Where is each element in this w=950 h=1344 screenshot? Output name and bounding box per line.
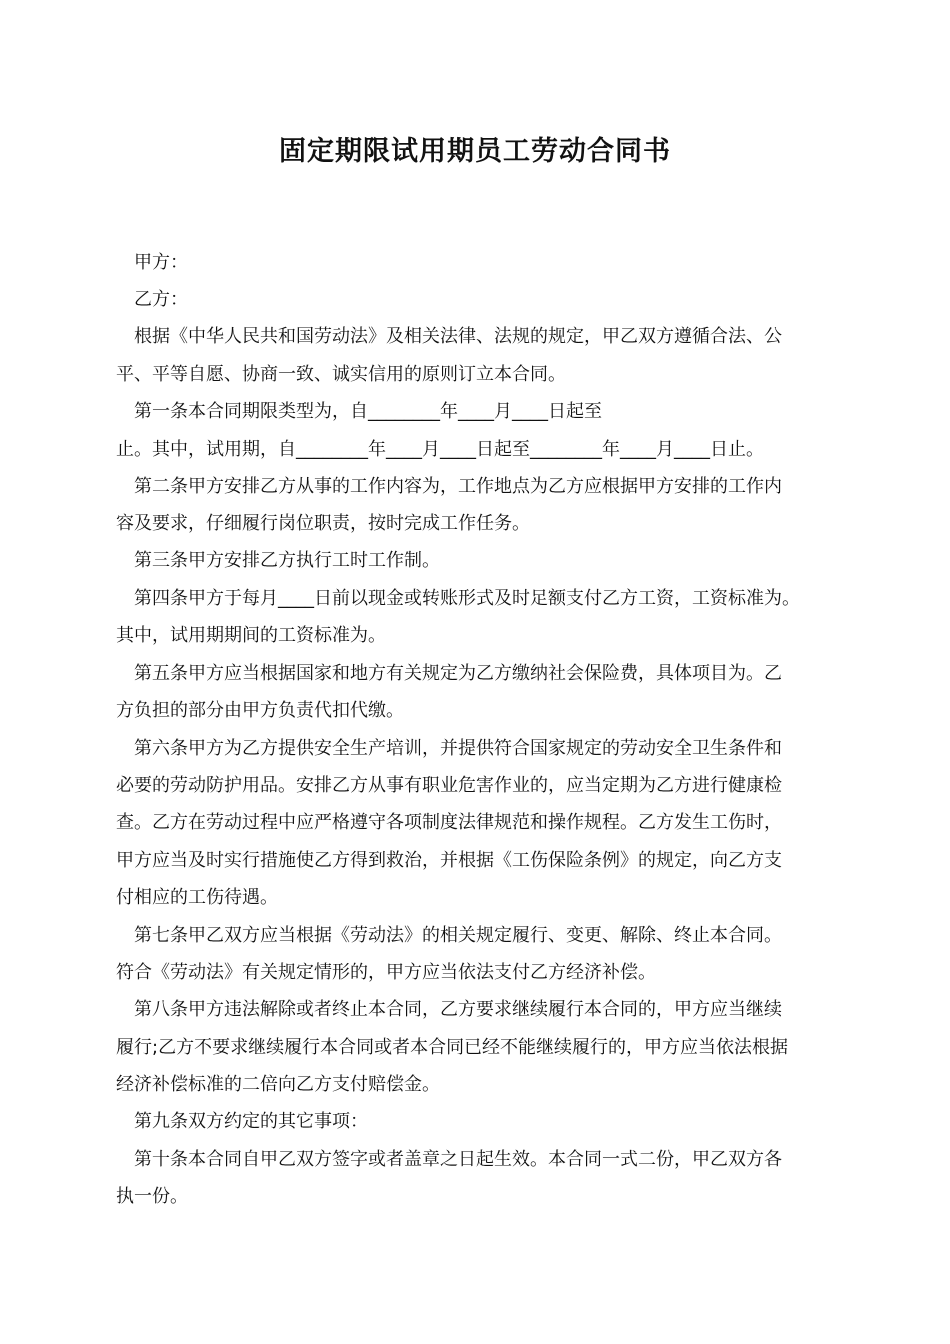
text-line: 第六条甲方为乙方提供安全生产培训，并提供符合国家规定的劳动安全卫生条件和 [116,738,782,759]
text-line: 乙方： [116,289,188,310]
text-line: 必要的劳动防护用品。安排乙方从事有职业危害作业的，应当定期为乙方进行健康检 [116,775,782,796]
text-line: 经济补偿标准的二倍向乙方支付赔偿金。 [116,1074,440,1095]
text-line: 符合《劳动法》有关规定情形的，甲方应当依法支付乙方经济补偿。 [116,962,656,983]
text-line: 平、平等自愿、协商一致、诚实信用的原则订立本合同。 [116,364,566,385]
text-line: 第八条甲方违法解除或者终止本合同，乙方要求继续履行本合同的，甲方应当继续 [116,999,782,1020]
text-line: 第七条甲乙双方应当根据《劳动法》的相关规定履行、变更、解除、终止本合同。 [116,925,782,946]
text-line: 第二条甲方安排乙方从事的工作内容为，工作地点为乙方应根据甲方安排的工作内 [116,476,782,497]
text-line: 第一条本合同期限类型为，自________年____月____日起至 [116,401,602,422]
text-line: 履行;乙方不要求继续履行本合同或者本合同已经不能继续履行的，甲方应当依法根据 [116,1037,789,1058]
document-title: 固定期限试用期员工劳动合同书 [279,136,671,167]
text-line: 其中，试用期期间的工资标准为。 [116,625,386,646]
text-line: 第九条双方约定的其它事项： [116,1111,368,1132]
text-line: 止。其中，试用期，自________年____月____日起至________年____月____日止。 [116,439,764,460]
text-line: 第三条甲方安排乙方执行工时工作制。 [116,550,440,571]
text-line: 第五条甲方应当根据国家和地方有关规定为乙方缴纳社会保险费，具体项目为。乙 [116,663,782,684]
text-line: 根据《中华人民共和国劳动法》及相关法律、法规的规定，甲乙双方遵循合法、公 [116,326,782,347]
text-line: 甲方应当及时实行措施使乙方得到救治，并根据《工伤保险条例》的规定，向乙方支 [116,850,782,871]
text-line: 甲方： [116,252,188,273]
text-line: 容及要求，仔细履行岗位职责，按时完成工作任务。 [116,513,530,534]
text-line: 付相应的工伤待遇。 [116,887,278,908]
text-line: 执一份。 [116,1186,188,1207]
text-line: 查。乙方在劳动过程中应严格遵守各项制度法律规范和操作规程。乙方发生工伤时， [116,812,782,833]
text-line: 方负担的部分由甲方负责代扣代缴。 [116,700,404,721]
text-line: 第四条甲方于每月____日前以现金或转账形式及时足额支付乙方工资，工资标准为。 [116,588,800,609]
text-line: 第十条本合同自甲乙双方签字或者盖章之日起生效。本合同一式二份，甲乙双方各 [116,1149,782,1170]
